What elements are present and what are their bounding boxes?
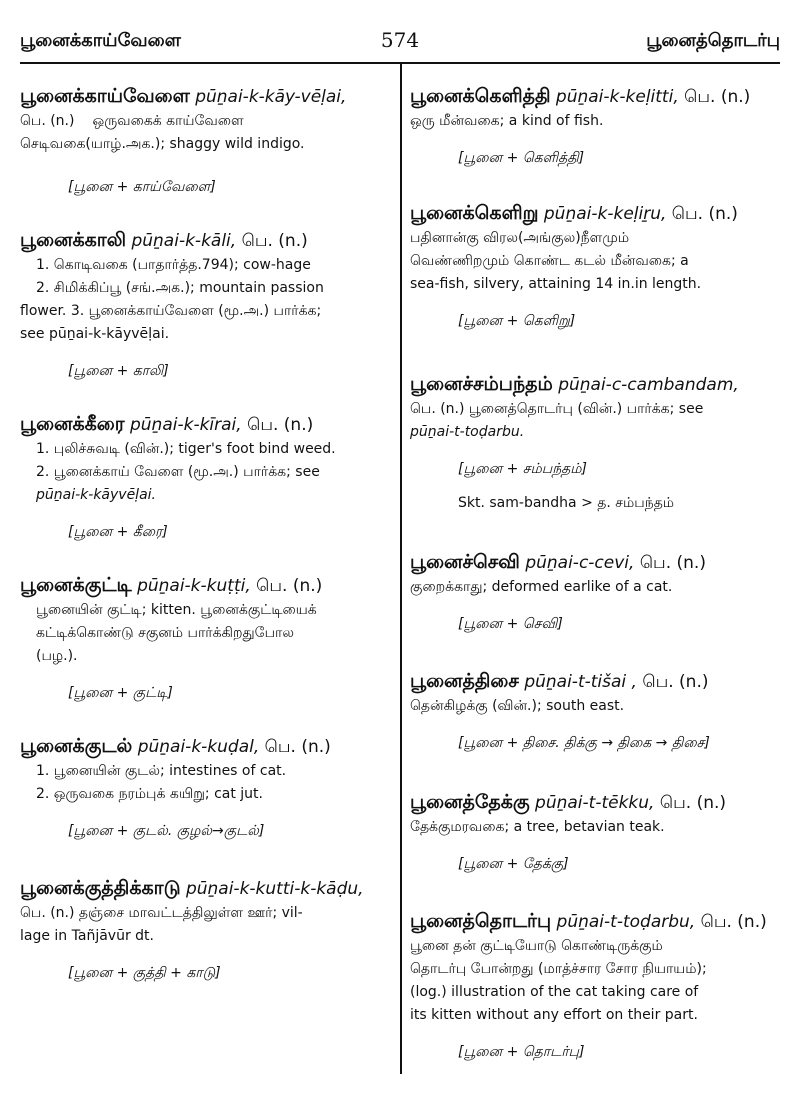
entry-pos: பெ. (n.) — [264, 737, 331, 757]
entry-etymology: [பூனை + கீரை] — [68, 524, 168, 540]
header-guide-word-right: பூனைத்தொடர்பு — [646, 30, 780, 51]
entry-line: 2. ஒருவகை நரம்புக் கயிறு; cat jut. — [36, 786, 263, 802]
right-column — [410, 84, 780, 1091]
entry-line: pūṉai-k-kāyvēḷai. — [36, 487, 156, 503]
entry-line: கட்டிக்கொண்டு சகுனம் பார்க்கிறதுபோல — [36, 625, 294, 641]
entry-etymology: [பூனை + தொடர்பு] — [458, 1044, 585, 1060]
entry-line: தென்கிழக்கு (வின்.); south east. — [410, 698, 625, 714]
entry-line: ஒரு மீன்வகை; a kind of fish. — [410, 113, 604, 129]
entry-head — [20, 734, 385, 760]
column-divider — [400, 64, 402, 1074]
entry-head — [410, 669, 780, 695]
entry-line: flower. 3. பூனைக்காய்வேளை (மூ.அ.) பார்க்க; — [20, 303, 322, 319]
entry-line: தொடர்பு போன்றது (மாத்ச்சார சோர நியாயம்); — [410, 961, 707, 977]
entry-pos: பெ. (n.) — [639, 553, 706, 573]
dictionary-entry — [410, 372, 780, 514]
entry-etymology: [பூனை + திசை. திக்கு → திகை → திசை] — [458, 735, 710, 751]
entry-body — [20, 110, 385, 156]
dictionary-entry — [20, 734, 385, 842]
dictionary-entry — [410, 669, 780, 754]
entry-head — [20, 228, 385, 254]
entry-line: வெண்ணிறமும் கொண்ட கடல் மீன்வகை; a — [410, 253, 689, 269]
entry-transliteration: pūṉai-k-kīrai, — [129, 415, 242, 435]
entry-etymology: [பூனை + கெளித்தி] — [458, 150, 585, 166]
entry-transliteration: pūṉai-t-toḍarbu, — [556, 912, 696, 932]
entry-pos: பெ. (n.) — [20, 113, 75, 129]
entry-head — [410, 790, 780, 816]
entry-etymology: [பூனை + குட்டி] — [68, 685, 173, 701]
entry-head — [20, 412, 385, 438]
entry-pos: பெ. (n.) — [256, 576, 323, 596]
entry-line: 1. புலிச்சுவடி (வின்.); tiger's foot bind weed. — [36, 441, 336, 457]
entry-body — [20, 254, 385, 346]
dictionary-entry — [410, 909, 780, 1063]
entry-body — [20, 902, 385, 948]
entry-line: செடிவகை(யாழ்.அக.); shaggy wild indigo. — [20, 136, 305, 152]
entry-line: பெ. (n.) பூனைத்தொடர்பு (வின்.) பார்க்க; see — [410, 401, 704, 417]
entry-head — [20, 876, 385, 902]
dictionary-entry — [410, 84, 780, 169]
entry-body — [20, 438, 385, 507]
entry-line: பூனை தன் குட்டியோடு கொண்டிருக்கும் — [410, 938, 663, 954]
entry-body — [410, 398, 780, 444]
entry-body — [20, 760, 385, 806]
entry-headword: பூனைத்தேக்கு — [410, 791, 530, 813]
entry-line: sea-fish, silvery, attaining 14 in.in length. — [410, 276, 702, 292]
entry-headword: பூனைச்செவி — [410, 551, 520, 573]
entry-pos: பெ. (n.) — [659, 793, 727, 813]
entry-etymology: [பூனை + குடல். குழல்→குடல்] — [68, 823, 265, 839]
entry-head — [410, 909, 780, 935]
entry-pos: பெ. (n.) — [684, 87, 751, 107]
entry-etymology: [பூனை + காய்வேளை] — [68, 179, 216, 195]
entry-line: தேக்குமரவகை; a tree, betavian teak. — [410, 819, 665, 835]
entry-head — [410, 550, 780, 576]
entry-transliteration: pūṉai-k-kāli, — [131, 231, 237, 251]
entry-etymology: [பூனை + காலி] — [68, 363, 169, 379]
entry-transliteration: pūṉai-k-keḷitti, — [555, 87, 679, 107]
entry-line: its kitten without any effort on their part. — [410, 1007, 698, 1023]
entry-transliteration: pūṉai-k-kutti-k-kāḍu, — [185, 879, 364, 899]
entry-body — [410, 227, 780, 296]
entry-headword: பூனைத்தொடர்பு — [410, 910, 552, 932]
entry-line: பதினான்கு விரல(அங்குல)நீளமும் — [410, 230, 630, 246]
page-header — [20, 30, 780, 64]
dictionary-entry — [20, 228, 385, 382]
entry-pos: பெ. (n.) — [671, 204, 738, 224]
entry-head — [20, 573, 385, 599]
entry-line-text: ஒருவகைக் காய்வேளை — [92, 113, 244, 129]
entry-body — [20, 599, 385, 668]
entry-head — [410, 84, 780, 110]
entry-line: பெ. (n.) தஞ்சை மாவட்டத்திலுள்ள ஊர்; vil- — [20, 905, 303, 921]
entry-body — [410, 935, 780, 1027]
entry-transliteration: pūṉai-k-kuṭṭi, — [137, 576, 251, 596]
entry-headword: பூனைக்கெளிறு — [410, 202, 539, 224]
entry-etymology: [பூனை + சம்பந்தம்] — [458, 461, 588, 477]
entry-line: lage in Tañjāvūr dt. — [20, 928, 154, 944]
entry-note: Skt. sam-bandha > த. சம்பந்தம் — [458, 495, 675, 511]
entry-head — [410, 201, 780, 227]
entry-body — [410, 576, 780, 599]
dictionary-entry — [20, 412, 385, 543]
entry-line — [20, 110, 385, 133]
entry-line: 1. பூனையின் குடல்; intestines of cat. — [36, 763, 287, 779]
entry-headword: பூனைத்திசை — [410, 670, 519, 692]
entry-transliteration: pūṉai-t-tišai , — [524, 672, 637, 692]
left-column — [20, 84, 385, 1012]
entry-etymology: [பூனை + குத்தி + காடு] — [68, 965, 221, 981]
page-number: 574 — [380, 28, 420, 52]
entry-transliteration: pūṉai-c-cambandam, — [558, 375, 739, 395]
entry-transliteration: pūṉai-k-kuḍal, — [137, 737, 260, 757]
entry-headword: பூனைக்குத்திக்காடு — [20, 877, 181, 899]
entry-line: பூனையின் குட்டி; kitten. பூனைக்குட்டியைக் — [36, 602, 317, 618]
entry-etymology: [பூனை + தேக்கு] — [458, 856, 569, 872]
entry-line: (பழ.). — [36, 648, 78, 664]
entry-line: 2. சிமிக்கிப்பூ (சங்.அக.); mountain passion — [36, 280, 324, 296]
entry-pos: பெ. (n.) — [247, 415, 314, 435]
dictionary-entry — [410, 201, 780, 332]
entry-body — [410, 695, 780, 718]
header-guide-word-left: பூனைக்காய்வேளை — [20, 30, 181, 51]
entry-pos: பெ. (n.) — [241, 231, 308, 251]
entry-etymology: [பூனை + கெளிறு] — [458, 313, 576, 329]
entry-transliteration: pūṉai-t-tēkku, — [535, 793, 655, 813]
entry-transliteration: pūṉai-c-cevi, — [525, 553, 635, 573]
entry-head — [20, 84, 385, 110]
dictionary-entry — [20, 573, 385, 704]
dictionary-entry — [410, 550, 780, 635]
entry-body — [410, 110, 780, 133]
entry-line: 1. கொடிவகை (பாதார்த்த.794); cow-hage — [36, 257, 311, 273]
entry-headword: பூனைக்காய்வேளை — [20, 85, 190, 107]
entry-headword: பூனைக்குடல் — [20, 735, 133, 757]
entry-body — [410, 816, 780, 839]
entry-transliteration: pūṉai-k-kāy-vēḷai, — [195, 87, 347, 107]
entry-pos: பெ. (n.) — [642, 672, 709, 692]
entry-line: pūṉai-t-toḍarbu. — [410, 424, 525, 440]
entry-pos: பெ. (n.) — [700, 912, 767, 932]
entry-line: குறைக்காது; deformed earlike of a cat. — [410, 579, 673, 595]
entry-headword: பூனைச்சம்பந்தம் — [410, 373, 553, 395]
entry-headword: பூனைக்காலி — [20, 229, 127, 251]
entry-transliteration: pūṉai-k-keḷiṟu, — [543, 204, 667, 224]
entry-line: 2. பூனைக்காய் வேளை (மூ.அ.) பார்க்க; see — [36, 464, 320, 480]
dictionary-entry — [410, 790, 780, 875]
entry-line: see pūṉai-k-kāyvēḷai. — [20, 326, 170, 342]
dictionary-entry — [20, 876, 385, 984]
entry-head — [410, 372, 780, 398]
entry-headword: பூனைக்கீரை — [20, 413, 125, 435]
entry-etymology: [பூனை + செவி] — [458, 616, 563, 632]
entry-headword: பூனைக்குட்டி — [20, 574, 132, 596]
entry-line: (log.) illustration of the cat taking care of — [410, 984, 699, 1000]
entry-headword: பூனைக்கெளித்தி — [410, 85, 551, 107]
dictionary-entry — [20, 84, 385, 198]
